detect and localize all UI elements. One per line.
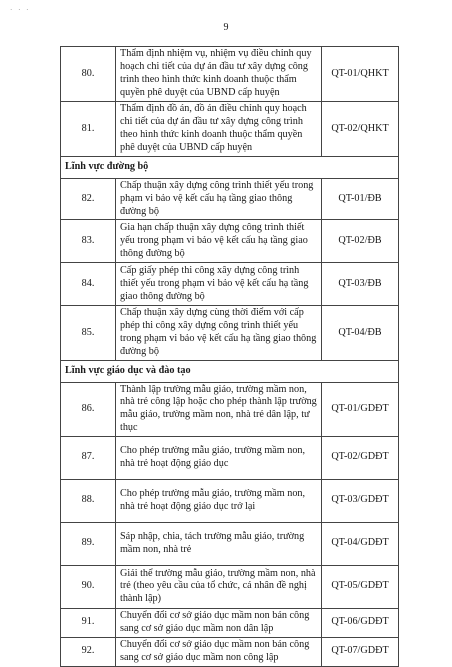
procedure-code: QT-04/GDĐT bbox=[322, 522, 399, 565]
row-number: 80. bbox=[61, 47, 116, 102]
procedure-name: Chấp thuận xây dựng công trình thiết yếu trong phạm vi bảo vệ kết cấu hạ tầng giao thông đường bộ bbox=[116, 179, 322, 220]
row-number: 91. bbox=[61, 608, 116, 637]
procedure-table bbox=[60, 46, 399, 667]
table-row bbox=[61, 522, 399, 565]
procedure-code: QT-02/GDĐT bbox=[322, 436, 399, 479]
procedure-code: QT-03/ĐB bbox=[322, 263, 399, 306]
row-number: 81. bbox=[61, 102, 116, 157]
procedure-name: Giải thể trường mẫu giáo, trường mầm non, nhà trẻ (theo yêu cầu của tổ chức, cá nhân đề nghị thành lập) bbox=[116, 565, 322, 608]
table-row bbox=[61, 382, 399, 436]
procedure-code: QT-05/GDĐT bbox=[322, 565, 399, 608]
table-row bbox=[61, 608, 399, 637]
row-number: 92. bbox=[61, 637, 116, 666]
procedure-name: Chấp thuận xây dựng cùng thời điểm với cấp phép thi công xây dựng công trình thiết yếu trong phạm vi bảo vệ kết cấu hạ tầng giao thông đường bộ bbox=[116, 306, 322, 360]
procedure-name: Chuyển đổi cơ sở giáo dục mầm non bán công sang cơ sở giáo dục mầm non dân lập bbox=[116, 608, 322, 637]
row-number: 85. bbox=[61, 306, 116, 360]
procedure-code: QT-01/ĐB bbox=[322, 179, 399, 220]
row-number: 87. bbox=[61, 436, 116, 479]
procedure-code: QT-07/GDĐT bbox=[322, 637, 399, 666]
procedure-code: QT-01/GDĐT bbox=[322, 382, 399, 436]
table-row bbox=[61, 436, 399, 479]
procedure-code: QT-01/QHKT bbox=[322, 47, 399, 102]
section-row bbox=[61, 157, 399, 179]
procedure-code: QT-02/QHKT bbox=[322, 102, 399, 157]
table-row bbox=[61, 479, 399, 522]
table-row bbox=[61, 220, 399, 263]
section-heading: Lĩnh vực giáo dục và đào tạo bbox=[61, 360, 399, 382]
table-row bbox=[61, 565, 399, 608]
procedure-name: Thành lập trường mẫu giáo, trường mầm non, nhà trẻ công lập hoặc cho phép thành lập trường mẫu giáo, trường mầm non, nhà trẻ dân lập, tư thục bbox=[116, 382, 322, 436]
procedure-code: QT-03/GDĐT bbox=[322, 479, 399, 522]
row-number: 90. bbox=[61, 565, 116, 608]
table-row bbox=[61, 102, 399, 157]
row-number: 83. bbox=[61, 220, 116, 263]
row-number: 86. bbox=[61, 382, 116, 436]
procedure-name: Cho phép trường mẫu giáo, trường mầm non, nhà trẻ hoạt động giáo dục bbox=[116, 436, 322, 479]
row-number: 89. bbox=[61, 522, 116, 565]
table-row bbox=[61, 637, 399, 666]
table-row bbox=[61, 47, 399, 102]
row-number: 82. bbox=[61, 179, 116, 220]
procedure-code: QT-02/ĐB bbox=[322, 220, 399, 263]
row-number: 84. bbox=[61, 263, 116, 306]
procedure-name: Cấp giấy phép thi công xây dựng công trình thiết yếu trong phạm vi bảo vệ kết cấu hạ tầng giao thông đường bộ bbox=[116, 263, 322, 306]
procedure-name: Sáp nhập, chia, tách trường mẫu giáo, trường mầm non, nhà trẻ bbox=[116, 522, 322, 565]
section-row bbox=[61, 360, 399, 382]
section-heading: Lĩnh vực đường bộ bbox=[61, 157, 399, 179]
procedure-code: QT-04/ĐB bbox=[322, 306, 399, 360]
row-number: 88. bbox=[61, 479, 116, 522]
scan-corner-mark: · · · bbox=[10, 6, 31, 14]
procedure-code: QT-06/GDĐT bbox=[322, 608, 399, 637]
procedure-name: Thẩm định nhiệm vụ, nhiệm vụ điều chỉnh quy hoạch chi tiết của dự án đầu tư xây dựng công trình theo hình thức kinh doanh thuộc thẩm quyền phê duyệt của UBND cấp huyện bbox=[116, 47, 322, 102]
procedure-name: Chuyển đổi cơ sở giáo dục mầm non bán công sang cơ sở giáo dục mầm non công lập bbox=[116, 637, 322, 666]
page-number: 9 bbox=[223, 22, 229, 33]
table-row bbox=[61, 263, 399, 306]
table-row bbox=[61, 306, 399, 360]
procedure-name: Cho phép trường mẫu giáo, trường mầm non, nhà trẻ hoạt động giáo dục trở lại bbox=[116, 479, 322, 522]
procedure-name: Gia hạn chấp thuận xây dựng công trình thiết yếu trong phạm vi bảo vệ kết cấu hạ tầng giao thông đường bộ bbox=[116, 220, 322, 263]
procedure-name: Thẩm định đồ án, đồ án điều chỉnh quy hoạch chi tiết của dự án đầu tư xây dựng công trình theo hình thức kinh doanh thuộc thẩm quyền phê duyệt của UBND cấp huyện bbox=[116, 102, 322, 157]
table-row bbox=[61, 179, 399, 220]
